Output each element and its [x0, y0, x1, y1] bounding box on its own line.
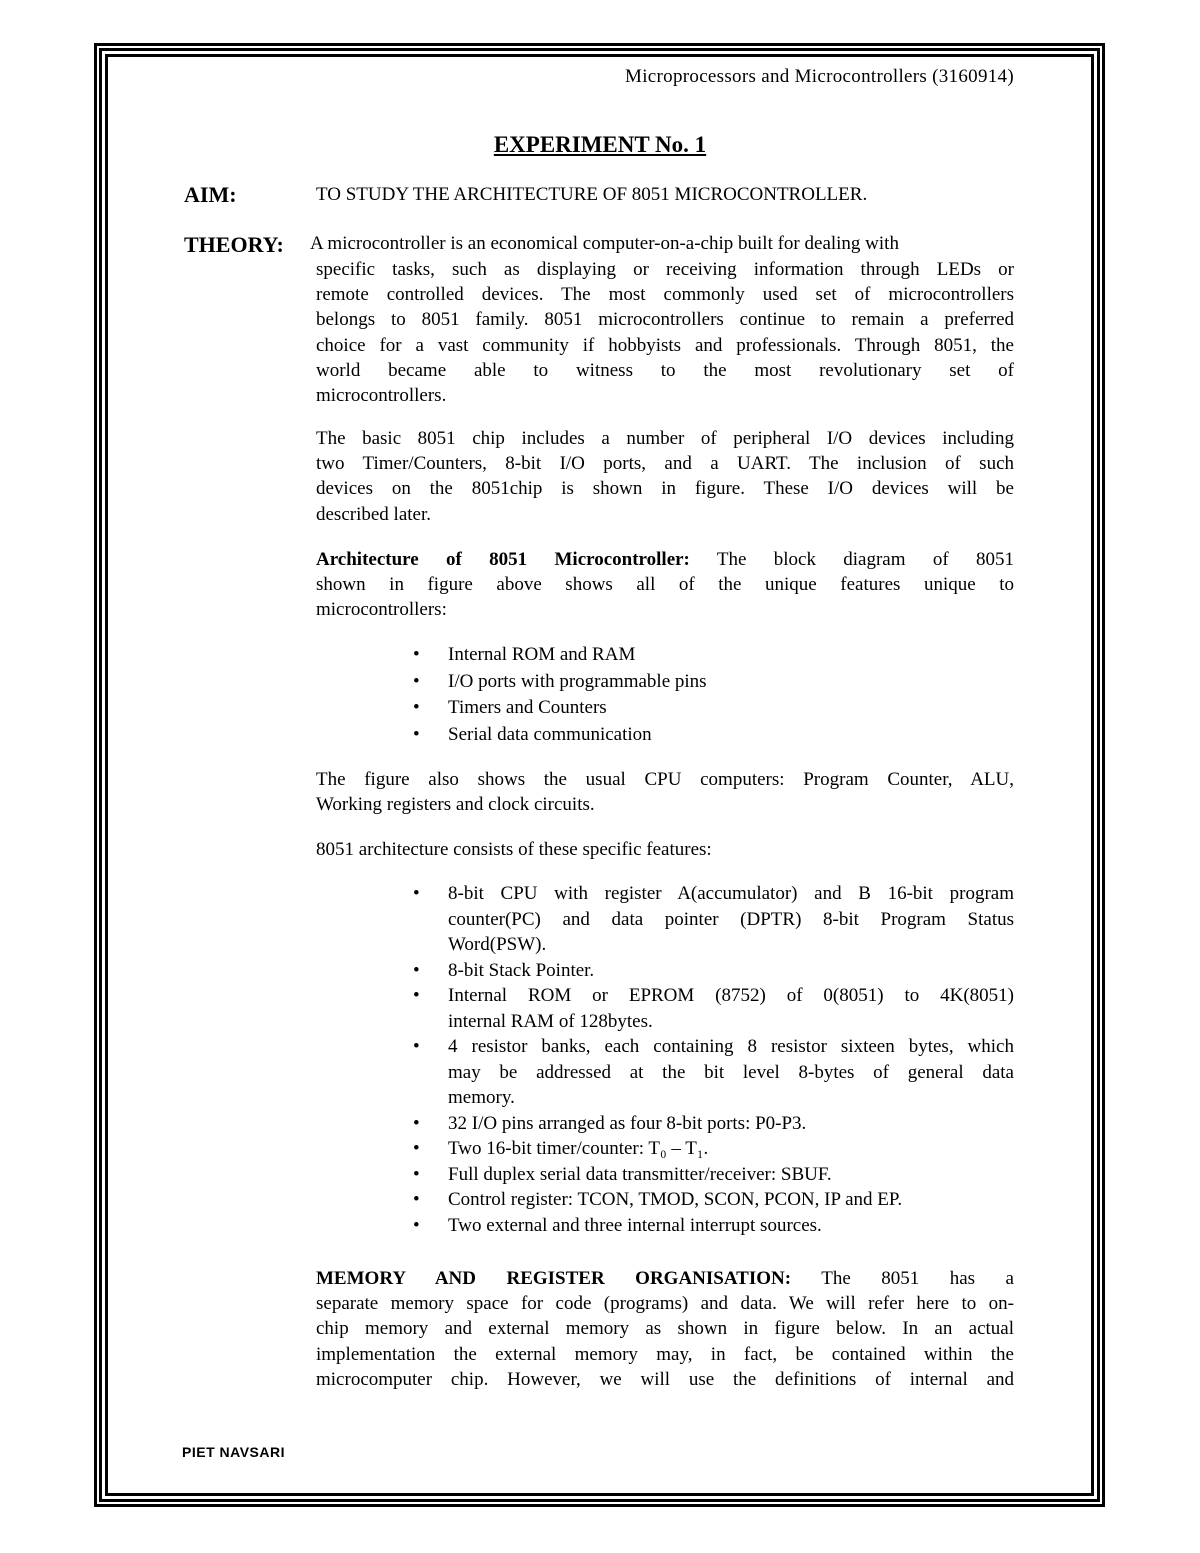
architecture-features-list — [413, 642, 707, 748]
memory-line-4: implementation the external memory may, in fact, be contained within the — [316, 1343, 1014, 1365]
list-item: • Internal ROM and RAM — [413, 642, 707, 669]
specific-features-list — [413, 881, 1014, 1238]
list-item-line: may be addressed at the bit level 8-bytes of general data — [448, 1061, 1014, 1083]
list-item-line: • Full duplex serial data transmitter/receiver: SBUF. — [448, 1163, 832, 1185]
memory-heading: MEMORY AND REGISTER ORGANISATION: — [316, 1268, 792, 1289]
list-item — [413, 881, 1014, 958]
list-item-line: • 8-bit CPU with register A(accumulator) and B 16-bit program — [448, 883, 1014, 904]
list-item — [413, 1162, 1014, 1188]
theory-label: THEORY: — [184, 232, 284, 257]
memory-line-1-rest: The 8051 has a — [821, 1268, 1014, 1289]
list-item: • Timers and Counters — [413, 695, 707, 722]
theory-paragraph — [316, 257, 1014, 408]
list-item — [413, 958, 1014, 984]
basic-chip-paragraph — [316, 426, 1014, 527]
list-item-line: • 32 I/O pins arranged as four 8-bit ports: P0-P3. — [448, 1112, 807, 1134]
footer-institute: PIET NAVSARI — [182, 1444, 285, 1460]
memory-line-3: chip memory and external memory as shown in figure below. In an actual — [316, 1318, 1014, 1340]
theory-line-4: belongs to 8051 family. 8051 microcontrollers continue to remain a preferred — [316, 309, 1014, 331]
list-item-line: • 4 resistor banks, each containing 8 resistor sixteen bytes, which — [448, 1036, 1014, 1057]
list-item — [413, 1213, 1014, 1239]
list-item — [413, 1111, 1014, 1137]
aim-text: TO STUDY THE ARCHITECTURE OF 8051 MICROCONTROLLER. — [316, 184, 868, 205]
basic-chip-line-2: two Timer/Counters, 8-bit I/O ports, and a UART. The inclusion of such — [316, 453, 1014, 475]
cpu-line-1: The figure also shows the usual CPU computers: Program Counter, ALU, — [316, 769, 1014, 790]
theory-line-3: remote controlled devices. The most commonly used set of microcontrollers — [316, 284, 1014, 306]
list-item-line: memory. — [448, 1087, 515, 1108]
list-item-line: Word(PSW). — [448, 934, 547, 955]
architecture-line-2: shown in figure above shows all of the unique features unique to — [316, 574, 1014, 596]
cpu-line-2: Working registers and clock circuits. — [316, 794, 595, 816]
features-intro: 8051 architecture consists of these specific features: — [316, 839, 712, 860]
list-item-line: • Two 16-bit timer/counter: T₀ – T₁. — [448, 1138, 709, 1159]
architecture-line-3: microcontrollers: — [316, 599, 447, 621]
aim-label: AIM: — [184, 182, 237, 207]
memory-paragraph — [316, 1266, 1014, 1392]
basic-chip-line-3: devices on the 8051chip is shown in figure. These I/O devices will be — [316, 478, 1014, 500]
architecture-line-1-rest: The block diagram of 8051 — [716, 549, 1014, 570]
list-item-line: • Control register: TCON, TMOD, SCON, PCON, IP and EP. — [448, 1189, 903, 1210]
list-item-line: • 8-bit Stack Pointer. — [448, 959, 595, 981]
memory-line-2: separate memory space for code (programs) and data. We will refer here to on- — [316, 1293, 1014, 1315]
theory-line-2: specific tasks, such as displaying or receiving information through LEDs or — [316, 259, 1014, 280]
list-item — [413, 983, 1014, 1034]
list-item: • Serial data communication — [413, 722, 707, 749]
theory-line-7: microcontrollers. — [316, 385, 447, 407]
list-item-line: • Two external and three internal interrupt sources. — [448, 1214, 822, 1236]
theory-line-5: choice for a vast community if hobbyists and professionals. Through 8051, the — [316, 334, 1014, 356]
theory-line-1: A microcontroller is an economical computer-on-a-chip built for dealing with — [310, 233, 899, 254]
list-item — [413, 1034, 1014, 1111]
list-item-line: • Internal ROM or EPROM (8752) of 0(8051) to 4K(8051) — [448, 985, 1014, 1006]
running-header: Microprocessors and Microcontrollers (3160914) — [625, 66, 1014, 87]
theory-line-6: world became able to witness to the most revolutionary set of — [316, 359, 1014, 381]
list-item: • I/O ports with programmable pins — [413, 669, 707, 696]
architecture-line-1 — [316, 547, 1014, 572]
architecture-paragraph — [316, 547, 1014, 623]
basic-chip-line-4: described later. — [316, 503, 432, 525]
list-item — [413, 1187, 1014, 1213]
cpu-paragraph — [316, 767, 1014, 817]
list-item — [413, 1136, 1014, 1162]
experiment-title: EXPERIMENT No. 1 — [493, 132, 707, 157]
memory-line-5: microcomputer chip. However, we will use the definitions of internal and — [316, 1368, 1014, 1390]
list-item-line: internal RAM of 128bytes. — [448, 1010, 653, 1032]
architecture-heading: Architecture of 8051 Microcontroller: — [316, 549, 690, 570]
basic-chip-line-1: The basic 8051 chip includes a number of peripheral I/O devices including — [316, 428, 1014, 449]
list-item-line: counter(PC) and data pointer (DPTR) 8-bit Program Status — [448, 908, 1014, 930]
memory-line-1 — [316, 1266, 1014, 1291]
